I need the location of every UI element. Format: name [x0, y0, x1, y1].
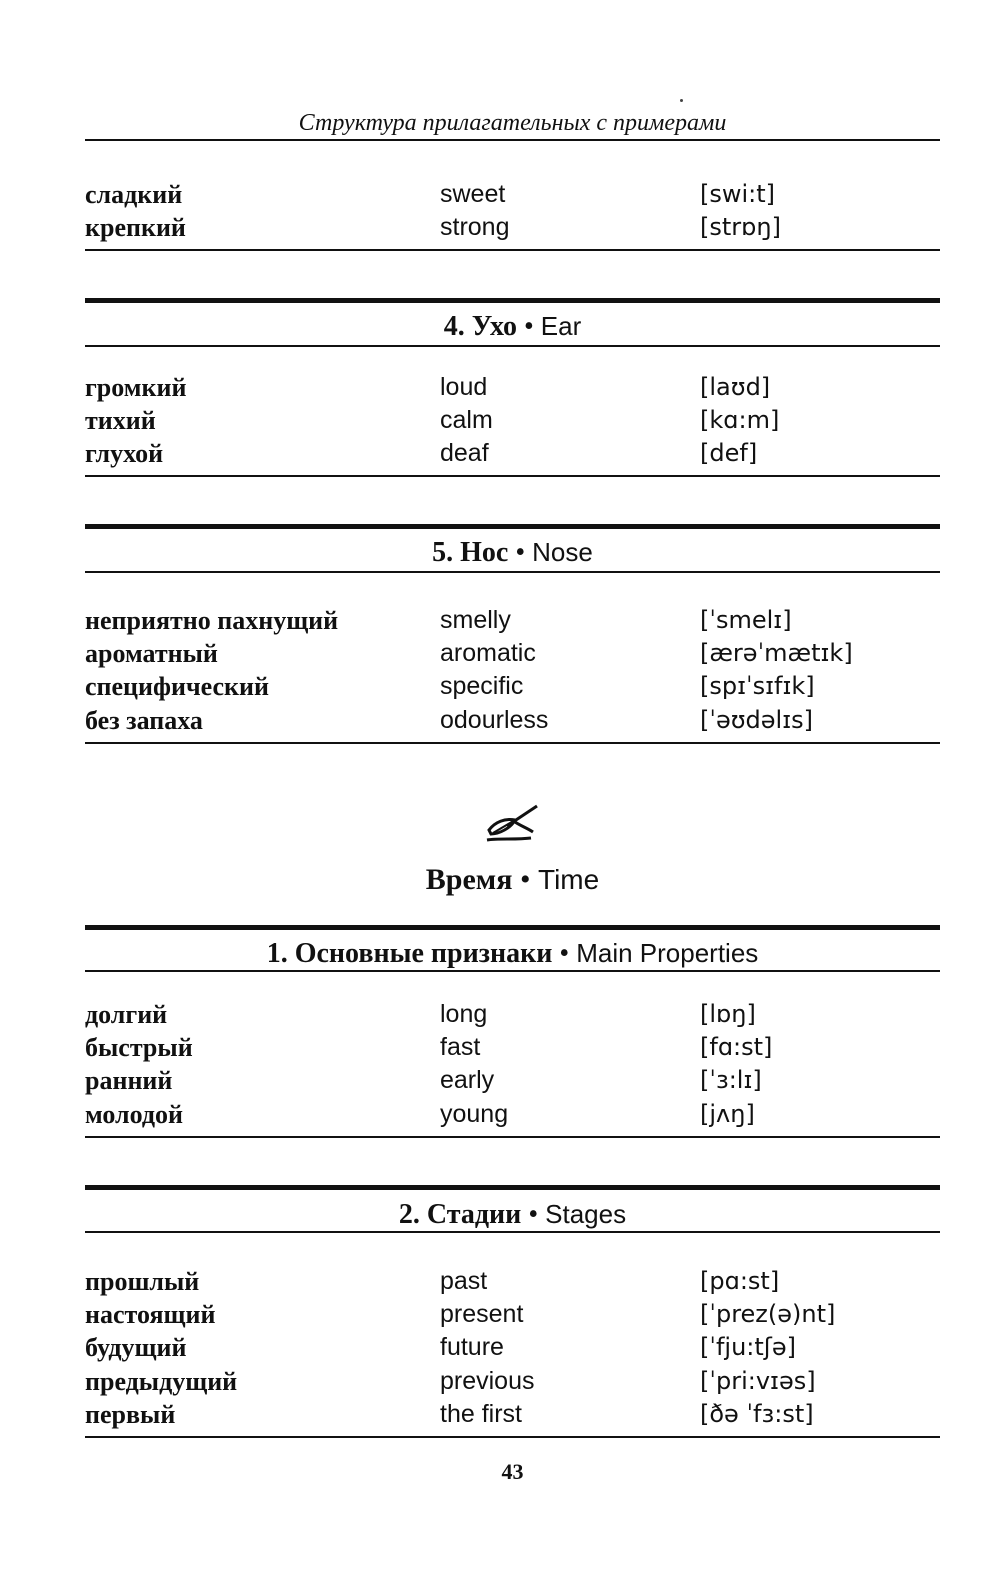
pen-writing-icon: [485, 800, 541, 848]
bullet-separator: •: [523, 311, 534, 342]
vocab-row: [85, 404, 940, 437]
vocab-row: [85, 637, 940, 670]
section-top-rule: [85, 298, 940, 303]
russian-word: крепкий: [85, 213, 186, 242]
section-title-en: Main Properties: [576, 938, 759, 968]
russian-word: первый: [85, 1400, 176, 1429]
section-title-ear: [85, 309, 940, 344]
transcription: [def]: [700, 439, 758, 467]
section-title-stages: [85, 1197, 940, 1232]
vocab-row: [85, 1365, 940, 1398]
section-title-en: Ear: [540, 311, 582, 341]
russian-word: настоящий: [85, 1300, 216, 1329]
transcription: [ðə ˈfɜ:st]: [700, 1400, 814, 1428]
section-title-main-properties: [85, 936, 940, 971]
transcription: [ˈəʊdəlɪs]: [700, 706, 814, 734]
russian-word: сладкий: [85, 180, 183, 209]
russian-word: без запаха: [85, 706, 203, 735]
section-top-rule: [85, 925, 940, 930]
russian-word: глухой: [85, 439, 164, 468]
divider: [85, 970, 940, 972]
vocab-row: [85, 1398, 940, 1431]
transcription: [spɪˈsɪfɪk]: [700, 672, 815, 700]
divider: [85, 1436, 940, 1438]
transcription: [laʊd]: [700, 373, 771, 401]
russian-word: долгий: [85, 1000, 168, 1029]
bullet-separator: •: [519, 863, 531, 896]
divider: [85, 1136, 940, 1138]
chapter-title-en: Time: [538, 864, 600, 895]
english-word: smelly: [440, 606, 511, 634]
english-word: previous: [440, 1367, 535, 1395]
vocab-row: [85, 1298, 940, 1331]
page-number: 43: [501, 1459, 524, 1484]
russian-word: молодой: [85, 1100, 183, 1129]
transcription: [ærəˈmætɪk]: [700, 639, 853, 667]
transcription: [lɒŋ]: [700, 1000, 756, 1028]
vocab-row: [85, 371, 940, 404]
section-title-ru: 4. Ухо: [443, 311, 517, 342]
english-word: aromatic: [440, 639, 536, 667]
divider: [85, 475, 940, 477]
running-head: Структура прилагательных с примерами: [298, 110, 727, 136]
divider: [85, 139, 940, 141]
english-word: long: [440, 1000, 488, 1028]
english-word: deaf: [440, 439, 489, 467]
russian-word: будущий: [85, 1333, 187, 1362]
chapter-title-ru: Время: [425, 863, 513, 896]
english-word: loud: [440, 373, 488, 401]
russian-word: громкий: [85, 373, 187, 402]
english-word: specific: [440, 672, 524, 700]
russian-word: быстрый: [85, 1033, 193, 1062]
english-word: calm: [440, 406, 493, 434]
section-title-ru: 2. Стадии: [398, 1199, 522, 1230]
transcription: [ˈfju:tʃə]: [700, 1333, 796, 1361]
english-word: strong: [440, 213, 510, 241]
english-word: present: [440, 1300, 524, 1328]
english-word: fast: [440, 1033, 481, 1061]
vocab-row: [85, 1031, 940, 1064]
chapter-title: [85, 862, 940, 898]
english-word: early: [440, 1066, 495, 1094]
section-title-en: Nose: [532, 537, 593, 567]
transcription: [ˈsmelɪ]: [700, 606, 792, 634]
vocab-row: [85, 1265, 940, 1298]
divider: [85, 345, 940, 347]
russian-word: специфический: [85, 672, 269, 701]
transcription: [ˈpri:vɪəs]: [700, 1367, 816, 1395]
transcription: [strɒŋ]: [700, 213, 781, 241]
divider: [85, 571, 940, 573]
divider: [85, 249, 940, 251]
transcription: [swi:t]: [700, 180, 776, 208]
vocab-row: [85, 670, 940, 703]
vocab-row: [85, 178, 940, 211]
vocab-row: [85, 1098, 940, 1131]
bullet-separator: •: [528, 1199, 539, 1230]
transcription: [kɑ:m]: [700, 406, 780, 434]
section-title-en: Stages: [545, 1199, 627, 1229]
vocab-row: [85, 211, 940, 244]
section-top-rule: [85, 524, 940, 529]
russian-word: прошлый: [85, 1267, 200, 1296]
print-speck: [680, 99, 683, 102]
bullet-separator: •: [559, 938, 570, 969]
section-title-nose: [85, 535, 940, 570]
english-word: odourless: [440, 706, 549, 734]
transcription: [pɑ:st]: [700, 1267, 780, 1295]
divider: [85, 1231, 940, 1233]
english-word: sweet: [440, 180, 506, 208]
vocab-row: [85, 704, 940, 737]
russian-word: ранний: [85, 1066, 173, 1095]
divider: [85, 742, 940, 744]
english-word: young: [440, 1100, 509, 1128]
vocab-row: [85, 1064, 940, 1097]
section-title-ru: 1. Основные признаки: [266, 938, 553, 969]
russian-word: неприятно пахнущий: [85, 606, 339, 635]
vocab-row: [85, 437, 940, 470]
transcription: [fɑ:st]: [700, 1033, 773, 1061]
english-word: the first: [440, 1400, 522, 1428]
transcription: [ˈɜ:lɪ]: [700, 1066, 762, 1094]
bullet-separator: •: [515, 537, 526, 568]
vocab-row: [85, 604, 940, 637]
russian-word: ароматный: [85, 639, 218, 668]
english-word: future: [440, 1333, 504, 1361]
section-title-ru: 5. Нос: [432, 537, 509, 568]
russian-word: предыдущий: [85, 1367, 238, 1396]
section-top-rule: [85, 1185, 940, 1190]
vocab-row: [85, 998, 940, 1031]
vocab-row: [85, 1331, 940, 1364]
russian-word: тихий: [85, 406, 156, 435]
transcription: [jʌŋ]: [700, 1100, 755, 1128]
transcription: [ˈprez(ə)nt]: [700, 1300, 836, 1328]
book-page: [85, 0, 940, 1576]
english-word: past: [440, 1267, 488, 1295]
